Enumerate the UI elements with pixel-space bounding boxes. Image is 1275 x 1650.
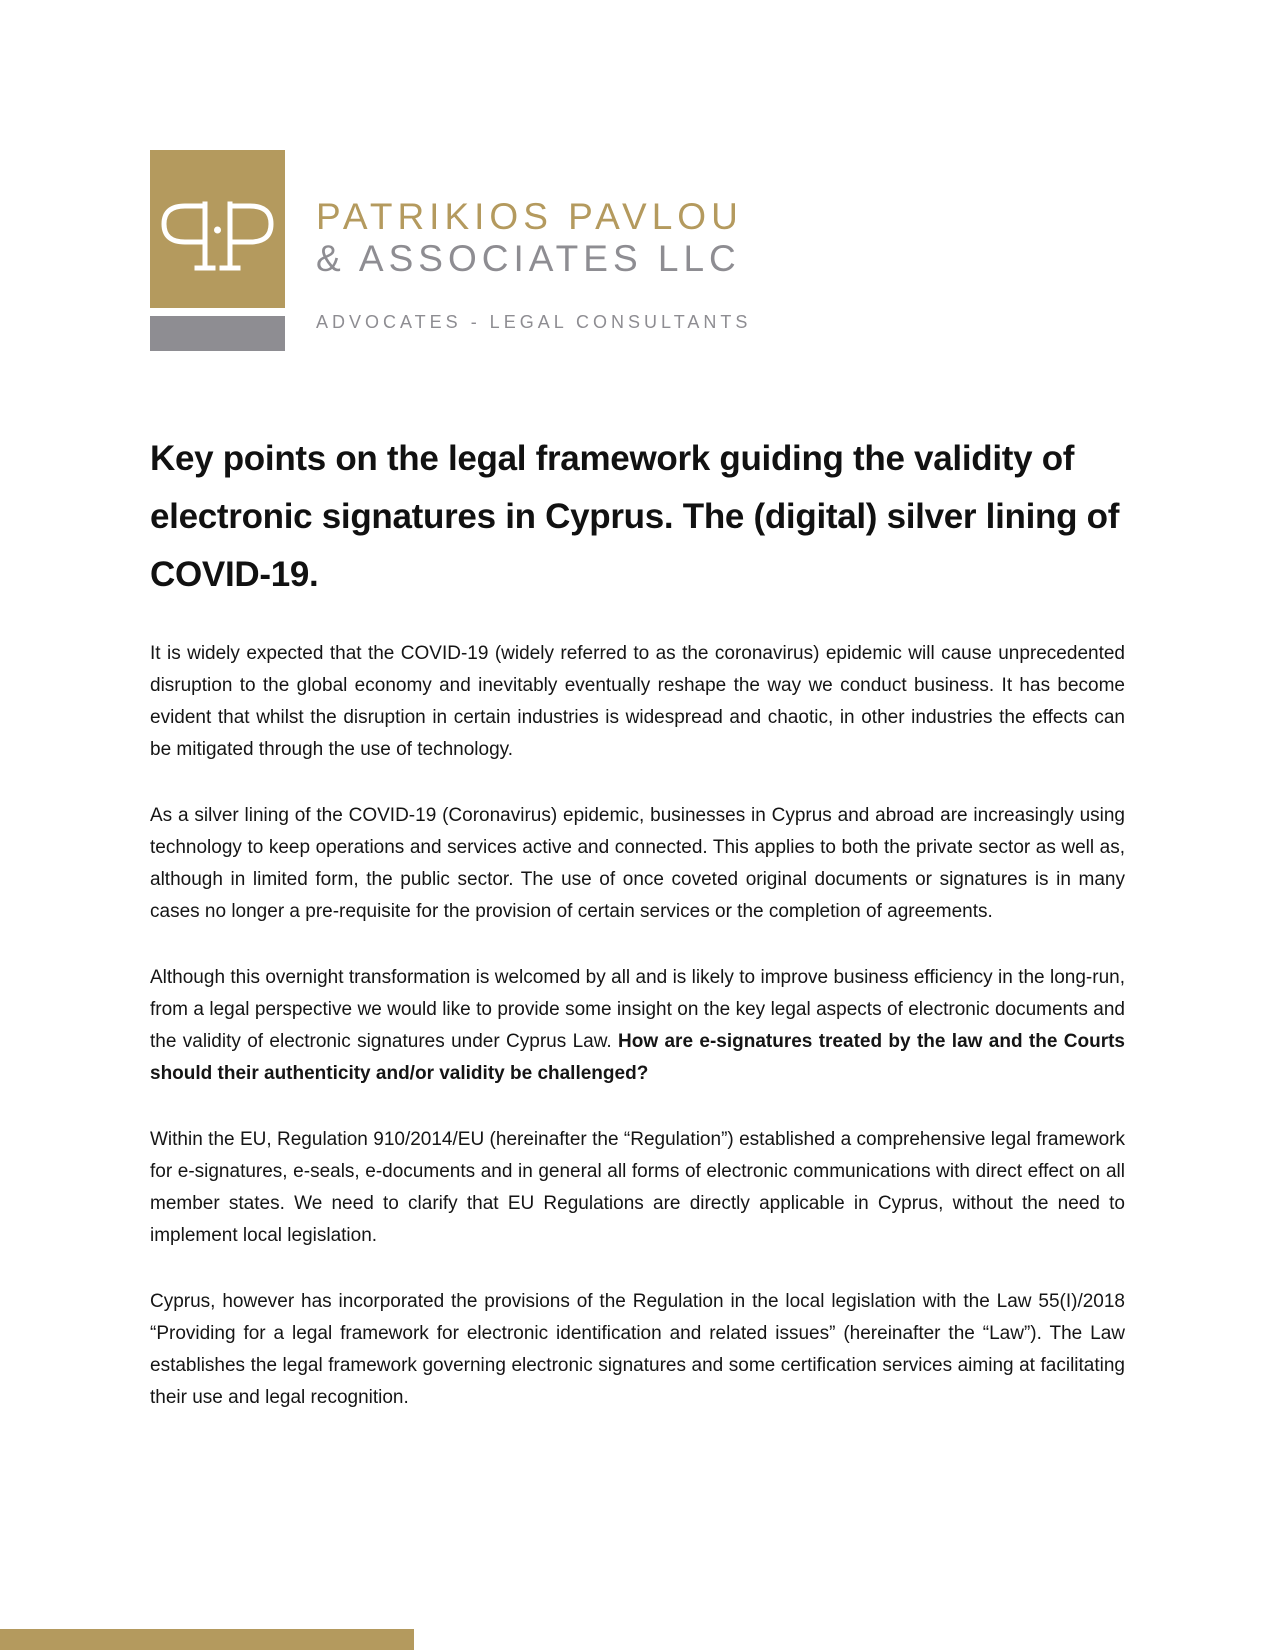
logo-name-line1: PATRIKIOS PAVLOU <box>316 196 743 237</box>
paragraph-3-text: Although this overnight transformation is welcomed by all and is likely to improve business efficiency in the long-run, from a legal perspective we would like to provide some insight on the key legal aspects of electronic documents and the validity of electronic signatures under Cyprus Law. <box>150 967 1125 1052</box>
company-logo <box>150 150 760 352</box>
paragraph-4: Within the EU, Regulation 910/2014/EU (hereinafter the “Regulation”) established a comprehensive legal framework for e-signatures, e-seals, e-documents and in general all forms of electronic communications with direct effect on all member states. We need to clarify that EU Regulations are directly applicable in Cyprus, without the need to implement local legislation. <box>150 1129 1125 1246</box>
paragraph-1: It is widely expected that the COVID-19 (widely referred to as the coronavirus) epidemic will cause unprecedented disruption to the global economy and inevitably eventually reshape the way we conduct business. It has become evident that whilst the disruption in certain industries is widespread and chaotic, in other industries the effects can be mitigated through the use of technology. <box>150 643 1125 760</box>
paragraph-3-bold-question: How are e-signatures treated by the law and the Courts should their authenticity and/or validity be challenged? <box>150 1031 1125 1084</box>
article-title: Key points on the legal framework guiding the validity of electronic signatures in Cyprus. The (digital) silver lining of COVID-19. <box>150 439 1120 594</box>
paragraph-3 <box>150 962 1125 1090</box>
article <box>150 430 1125 1414</box>
paragraph-5: Cyprus, however has incorporated the provisions of the Regulation in the local legislation with the Law 55(I)/2018 “Providing for a legal framework for electronic identification and related issues” (hereinafter the “Law”). The Law establishes the legal framework governing electronic signatures and some certification services aiming at facilitating their use and legal recognition. <box>150 1291 1125 1408</box>
logo-grey-block <box>150 316 285 351</box>
logo-tagline: ADVOCATES - LEGAL CONSULTANTS <box>316 312 752 332</box>
logo-gold-block <box>150 150 285 308</box>
footer-gold-bar <box>0 1629 414 1650</box>
pp-monogram-icon <box>150 150 285 308</box>
logo-name-line2: & ASSOCIATES LLC <box>316 238 741 279</box>
paragraph-2: As a silver lining of the COVID-19 (Coronavirus) epidemic, businesses in Cyprus and abroad are increasingly using technology to keep operations and services active and connected. This applies to both the private sector as well as, although in limited form, the public sector. The use of once coveted original documents or signatures is in many cases no longer a pre-requisite for the provision of certain services or the completion of agreements. <box>150 805 1125 922</box>
